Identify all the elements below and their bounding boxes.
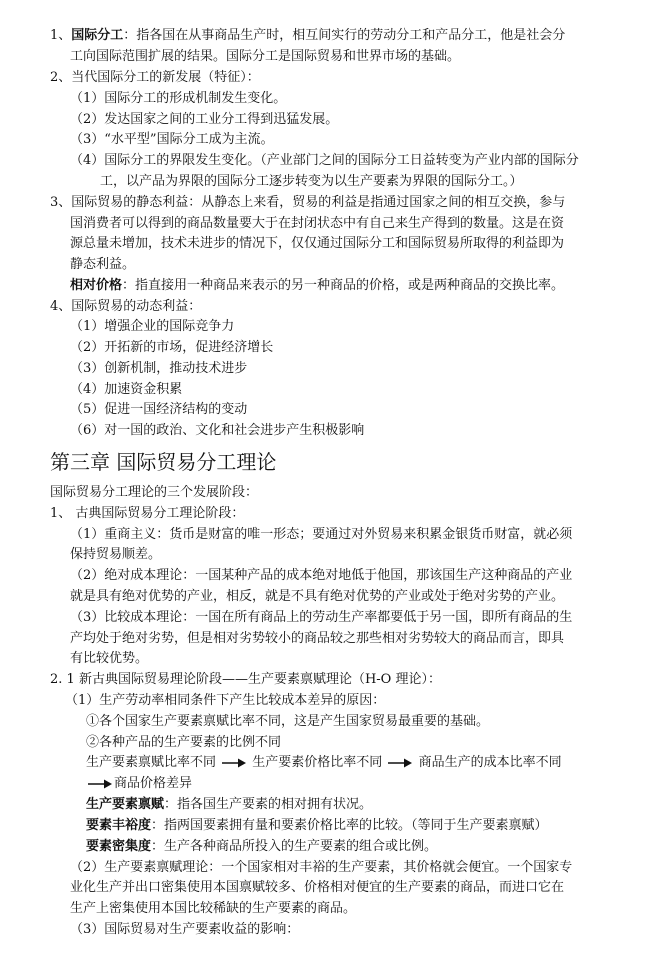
flow-step-endowment: 生产要素禀赋比率不同: [86, 755, 217, 770]
relative-price-line: [70, 277, 564, 295]
flow-step-factor-price: 生产要素价格比率不同: [252, 755, 383, 770]
flow-step-cost-ratio: 商品生产的成本比率不同: [418, 755, 562, 770]
s2-item-cont: 工，以产品为界限的国际分工逐步转变为以生产要素为界限的国际分工。）: [100, 174, 523, 189]
stage-2-heading: 2. 1 新古典国际贸易理论阶段——生产要素禀赋理论（H-O 理论）：: [50, 672, 441, 687]
reason-2: ②各种产品的生产要素的比例不同: [86, 735, 282, 750]
s3-line: 3、国际贸易的静态利益：从静态上来看，贸易的利益是指通过国家之间的相互交换，参与: [50, 195, 566, 210]
s2-item: （1）国际分工的形成机制发生变化。: [70, 91, 287, 106]
ho-point-2-cont: 业化生产并出口密集使用本国禀赋较多、价格相对便宜的生产要素的商品，而进口它在: [70, 880, 565, 895]
definition-text: ：指两国要素拥有量和要素价格比率的比较。（等同于生产要素禀赋）: [151, 818, 548, 833]
causal-flow: [86, 754, 562, 772]
definition-text: ：指各国生产要素的相对拥有状况。: [164, 797, 373, 812]
ho-point-2-cont: 生产上密集使用本国比较稀缺的生产要素的商品。: [70, 901, 357, 916]
comparative-cost-line: （3）比较成本理论：一国在所有商品上的劳动生产率都要低于另一国，即所有商品的生: [70, 610, 573, 625]
term-factor-abundance: 要素丰裕度: [86, 818, 152, 833]
s1-number: 1、: [50, 28, 72, 43]
definition-line: [86, 796, 372, 814]
s3-line: 国消费者可以得到的商品数量要大于在封闭状态中有自己来生产得到的数量。这是在资: [70, 216, 565, 231]
s4-item: （2）开拓新的市场，促进经济增长: [70, 340, 274, 355]
definition-text: ：生产各种商品所投入的生产要素的组合或比例。: [151, 839, 438, 854]
term-relative-price: 相对价格: [70, 278, 123, 293]
term-international-division: 国际分工: [71, 28, 124, 43]
s4-item: （1）增强企业的国际竞争力: [70, 319, 235, 334]
s2-item: （3）“水平型”国际分工成为主流。: [70, 132, 274, 147]
comparative-cost-line: 产均处于绝对劣势，但是相对劣势较小的商品较之那些相对劣势较大的商品而言，即具: [70, 631, 565, 646]
right-arrow-icon: [388, 758, 412, 768]
absolute-cost-line: 就是具有绝对优势的产业，相反，就是不具有绝对优势的产业或处于绝对劣势的产业。: [70, 589, 565, 604]
definition-line: [86, 817, 548, 835]
mercantilism-line: 保持贸易顺差。: [70, 547, 162, 562]
s3-line: 静态利益。: [70, 257, 136, 272]
reason-1: ①各个国家生产要素禀赋比率不同，这是产生国家贸易最重要的基础。: [86, 714, 490, 729]
s1-definition: ：指各国在从事商品生产时，相互间实行的劳动分工和产品分工，他是社会分: [123, 28, 566, 43]
right-arrow-icon: [88, 779, 112, 789]
ho-point-2: （2）生产要素禀赋理论：一个国家相对丰裕的生产要素，其价格就会便宜。一个国家专: [70, 860, 573, 875]
term-factor-intensity: 要素密集度: [86, 839, 152, 854]
chapter-intro: 国际贸易分工理论的三个发展阶段：: [50, 485, 259, 500]
absolute-cost-line: （2）绝对成本理论：一国某种产品的成本绝对地低于他国，那该国生产这种商品的产业: [70, 568, 573, 583]
s1-line-2: 工向国际范围扩展的结果。国际分工是国际贸易和世界市场的基础。: [70, 49, 461, 64]
term-factor-endowment: 生产要素禀赋: [86, 797, 165, 812]
ho-point-3: （3）国际贸易对生产要素收益的影响：: [70, 922, 300, 937]
s4-item: （3）创新机制，推动技术进步: [70, 361, 248, 376]
right-arrow-icon: [222, 758, 246, 768]
ho-point-1: （1）生产劳动率相同条件下产生比较成本差异的原因：: [65, 693, 386, 708]
relative-price-definition: ：指直接用一种商品来表示的另一种商品的价格，或是两种商品的交换比率。: [122, 278, 565, 293]
comparative-cost-line: 有比较优势。: [70, 651, 149, 666]
s4-heading: 4、国际贸易的动态利益：: [50, 299, 202, 314]
s2-heading: 2、当代国际分工的新发展（特征）：: [50, 70, 260, 85]
s3-line: 源总量未增加，技术未进步的情况下，仅仅通过国际分工和国际贸易所取得的利益即为: [70, 236, 565, 251]
causal-flow-cont: [86, 775, 192, 793]
s1-line-1: [50, 27, 565, 45]
chapter-title: 第三章 国际贸易分工理论: [50, 450, 277, 474]
s2-item: （2）发达国家之间的工业分工得到迅猛发展。: [70, 112, 339, 127]
s4-item: （4）加速资金积累: [70, 382, 183, 397]
mercantilism-line: （1）重商主义：货币是财富的唯一形态；要通过对外贸易来积累金银货币财富，就必须: [70, 527, 573, 542]
s4-item: （5）促进一国经济结构的变动: [70, 402, 248, 417]
stage-1-heading: 1、 古典国际贸易分工理论阶段：: [50, 506, 245, 521]
s4-item: （6）对一国的政治、文化和社会进步产生积极影响: [70, 423, 365, 438]
definition-line: [86, 838, 437, 856]
s2-item: （4）国际分工的界限发生变化。（产业部门之间的国际分工日益转变为产业内部的国际分: [70, 153, 579, 168]
flow-step-price-difference: 商品价格差异: [114, 776, 193, 791]
